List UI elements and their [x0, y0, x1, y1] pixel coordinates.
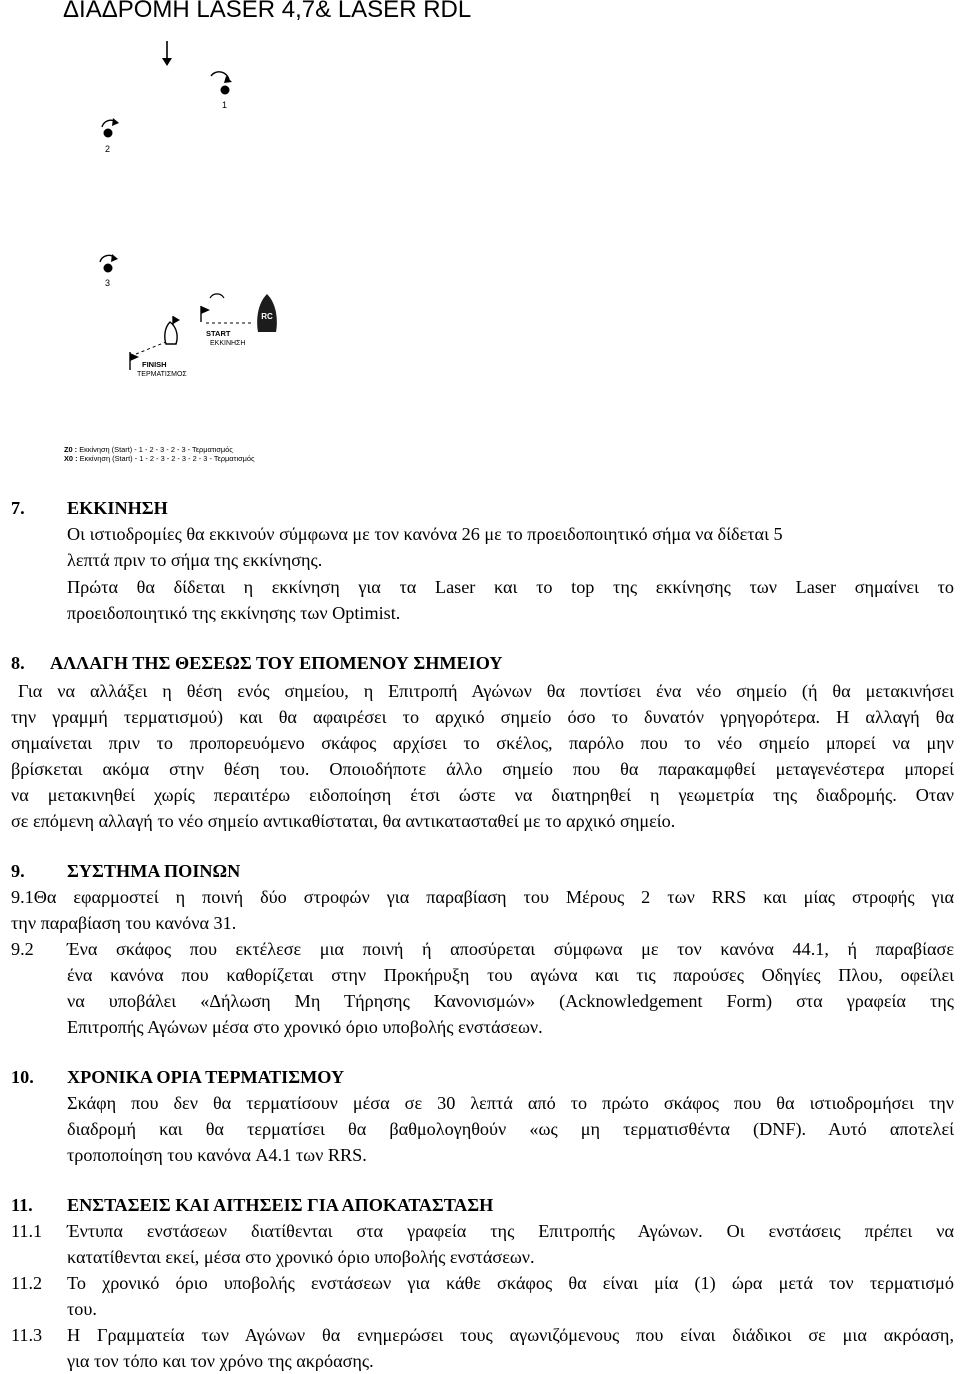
section-9-2-line: ένα κανόνα που καθορίζεται στην Προκήρυξη του αγώνα και τις παρούσες Οδηγίες Πλου, οφείλει [67, 965, 954, 985]
arrow-head-icon [111, 254, 118, 262]
section-8-line: να μετακινηθεί χωρίς περαιτέρω ειδοποίηση έτσι ώστε να διατηρηθεί η γεωμετρία της διαδρομής. Οταν [11, 785, 954, 805]
legend-line-1: Z0 : Εκκίνηση (Start) - 1 - 2 - 3 - 2 - 3 - Τερματισμός [64, 445, 233, 454]
section-8-line: βρίσκεται ακόμα στην θέση του. Οποιοδήποτε άλλο σημείο που θα παρακαμφθεί μεταγενέστερα μπορεί [11, 759, 954, 779]
section-11-1-number: 11.1 [11, 1221, 43, 1241]
section-7-heading: ΕΚΚΙΝΗΣΗ [67, 498, 168, 518]
section-10-number: 10. [11, 1067, 34, 1087]
start-label-gr: ΕΚΚΙΝΗΣΗ [210, 340, 246, 347]
section-11-2-line: του. [67, 1299, 97, 1319]
section-9-heading: ΣΥΣΤΗΜΑ ΠΟΙΝΩΝ [67, 861, 241, 881]
section-11-2-number: 11.2 [11, 1273, 43, 1293]
rc-label: RC [261, 312, 273, 321]
arrow-head-icon [112, 118, 119, 126]
section-11-heading: ΕΝΣΤΑΣΕΙΣ ΚΑΙ ΑΙΤΗΣΕΙΣ ΓΙΑ ΑΠΟΚΑΤΑΣΤΑΣΗ [67, 1195, 494, 1215]
section-9-2-line: Ένα σκάφος που εκτέλεσε μια ποινή ή αποσύρεται σύμφωνα με τον κανόνα 44.1, ή παραβίασε [67, 939, 954, 959]
mark-2-icon [104, 129, 113, 138]
page-title: ΔΙΑΔΡΟΜΗ LASER 4,7& LASER RDL [63, 0, 472, 23]
section-7-line: λεπτά πριν το σήμα της εκκίνησης. [67, 550, 323, 570]
section-7-number: 7. [11, 498, 25, 518]
finish-label: FINISH [142, 360, 167, 369]
finish-flag-icon [130, 353, 139, 361]
section-8-line: σε επόμενη αλλαγή το νέο σημείο αντικαθίσταται, θα αντικατασταθεί με το αρχικό σημείο. [11, 811, 676, 831]
arrow-head-icon [162, 58, 172, 66]
section-10-heading: ΧΡΟΝΙΚΑ ΟΡΙΑ ΤΕΡΜΑΤΙΣΜΟΥ [67, 1067, 345, 1087]
section-8-line: την γραμμή τερματισμού) και θα αφαιρέσει το αρχικό σημείο όσο το δυνατόν γρηγορότερα. Η αλλαγή θα [11, 707, 954, 727]
section-10-line: Σκάφη που δεν θα τερματίσουν μέσα σε 30 λεπτά από το πρώτο σκάφος που θα ιστιοδρομήσει την [67, 1093, 954, 1113]
section-9-2-line: να υποβάλει «Δήλωση Μη Τήρησης Κανονισμών» (Acknowledgement Form) στα γραφεία της [67, 991, 954, 1011]
finish-boat-flag-icon [173, 316, 180, 324]
section-9-line: την παραβίαση του κανόνα 31. [11, 913, 237, 933]
section-7-line: Οι ιστιοδρομίες θα εκκινούν σύμφωνα με τον κανόνα 26 με το προειδοποιητικό σήμα να δίδεται 5 [67, 524, 783, 544]
mark-2-label: 2 [105, 144, 111, 154]
section-11-3-number: 11.3 [11, 1325, 43, 1345]
section-7-line: προειδοποιητικό της εκκίνησης των Optimist. [67, 603, 401, 623]
section-11-1-line: κατατίθενται εκεί, μέσα στο χρονικό όριο υποβολής ενστάσεων. [67, 1247, 535, 1267]
section-9-2-number: 9.2 [11, 939, 34, 959]
mark-1-label: 1 [222, 100, 228, 110]
finish-label-gr: ΤΕΡΜΑΤΙΣΜΟΣ [137, 371, 187, 378]
section-9-2-line: Επιτροπής Αγώνων μέσα στο χρονικό όριο υποβολής ενστάσεων. [67, 1017, 543, 1037]
section-9-number: 9. [11, 861, 25, 881]
mark-3-label: 3 [105, 278, 111, 288]
start-label: START [206, 329, 231, 338]
legend-line-2: X0 : Εκκίνηση (Start) - 1 - 2 - 3 - 2 - 3 - 2 - 3 - Τερματισμός [64, 454, 255, 463]
section-8-line: Για να αλλάξει η θέση ενός σημείου, η Επιτροπή Αγώνων θα ποντίσει ένα νέο σημείο (ή θα μετακινήσει [18, 681, 954, 701]
finish-line [136, 342, 166, 354]
mark-3-icon [104, 264, 113, 273]
section-11-3-line: για τον τόπο και τον χρόνο της ακρόασης. [67, 1351, 374, 1371]
section-7-line: Πρώτα θα δίδεται η εκκίνηση για τα Laser και το top της εκκίνησης των Laser σημαίνει το [67, 577, 954, 597]
section-11-1-line: Έντυπα ενστάσεων διατίθενται στα γραφεία της Επιτροπής Αγώνων. Οι ενστάσεις πρέπει να [67, 1221, 954, 1241]
section-11-3-line: Η Γραμματεία των Αγώνων θα ενημερώσει τους αγωνιζόμενους που είναι διάδικοι σε μια ακρόαση, [67, 1325, 954, 1345]
start-pin-flag-icon [201, 306, 210, 314]
section-10-line: τροποποίηση του κανόνα A4.1 των RRS. [67, 1145, 367, 1165]
section-11-number: 11. [11, 1195, 33, 1215]
section-9-line: 9.1Θα εφαρμοστεί η ποινή δύο στροφών για παραβίαση του Μέρους 2 των RRS και μίας στροφής για [11, 887, 954, 907]
section-8-number: 8. [11, 653, 25, 673]
section-11-2-line: Το χρονικό όριο υποβολής ενστάσεων για κάθε σκάφος θα είναι μία (1) ώρα μετά τον τερματισμό [67, 1273, 954, 1293]
section-8-heading: ΑΛΛΑΓΗ ΤΗΣ ΘΕΣΕΩΣ ΤΟΥ ΕΠΟΜΕΝΟΥ ΣΗΜΕΙΟΥ [50, 653, 503, 673]
course-diagram [60, 36, 300, 466]
section-8-line: σημαίνεται πριν το προπορευόμενο σκάφος αρχίσει το σκέλος, παρόλο που το νέο σημείο μπορεί να μην [11, 733, 954, 753]
section-10-line: διαδρομή και θα τερματίσει θα βαθμολογηθούν «ως μη τερματισθέντα (DNF). Αυτό αποτελεί [67, 1119, 954, 1139]
mark-1-icon [221, 86, 230, 95]
finish-boat-icon [165, 322, 177, 344]
